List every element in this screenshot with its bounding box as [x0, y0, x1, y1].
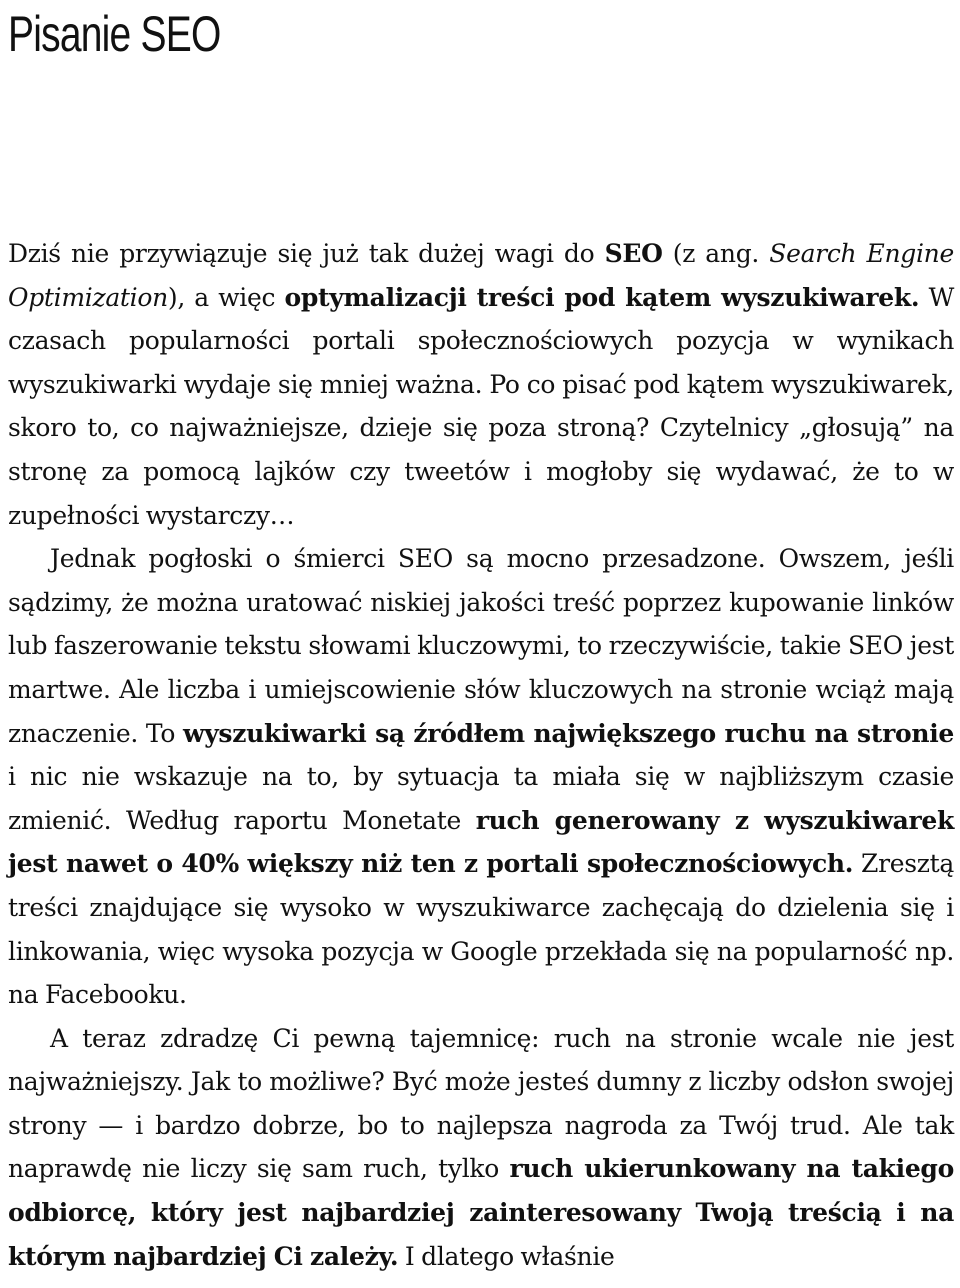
- emphasis-bold-text: ruch generowany z wyszukiwarek jest nawet o 40% większy niż ten z portali społecznościowych.: [8, 805, 954, 879]
- body-text-run: i nic nie wskazuje na to, by sytuacja ta miała się w najbliższym czasie zmienić. Według raportu Monetate: [8, 762, 954, 835]
- paragraph-seo-not-dead: [8, 537, 954, 1017]
- emphasis-italic-text: Search Engine Optimization: [8, 239, 954, 312]
- body-text-run: W czasach popularności portali społecznościowych pozycja w wynikach wyszukiwarki wydaje się mniej ważna. Po co pisać pod kątem wyszukiwarek, skoro to, co najważniejsze, dzieje się poza stroną? Czytelnicy „głosują” na stronę za pomocą lajków czy tweetów i mogłoby się wydawać, że to w zupełności wystarczy…: [8, 282, 954, 530]
- emphasis-bold-text: SEO: [604, 239, 663, 268]
- emphasis-bold-text: wyszukiwarki są źródłem największego ruchu na stronie: [182, 718, 954, 748]
- body-text-run: Dziś nie przywiązuje się już tak dużej wagi do: [8, 239, 605, 268]
- paragraph-targeted-traffic: [8, 1017, 954, 1279]
- body-text-run: A teraz zdradzę Ci pewną tajemnicę: ruch na stronie wcale nie jest najważniejszy. Jak to możliwe? Być może jesteś dumny z liczby odsłon swojej strony — i bardzo dobrze, bo to najlepsza nagroda za Twój trud. Ale tak naprawdę nie liczy się sam ruch, tylko: [8, 1023, 954, 1184]
- body-text: [8, 232, 954, 1278]
- paragraph-intro: [8, 232, 954, 537]
- body-text-run: Zresztą treści znajdujące się wysoko w wyszukiwarce zachęcają do dzielenia się i linkowania, więc wysoka pozycja w Google przekłada się na popularność np. na Facebooku.: [8, 849, 954, 1010]
- body-text-run: (z ang.: [662, 239, 770, 268]
- emphasis-bold-text: optymalizacji treści pod kątem wyszukiwarek.: [284, 282, 920, 312]
- body-text-run: I dlatego właśnie: [398, 1241, 615, 1271]
- page-title: Pisanie SEO: [8, 6, 221, 62]
- emphasis-bold-text: ruch ukierunkowany na takiego odbiorcę, który jest najbardziej zainteresowany Twoją treścią i na którym najbardziej Ci zależy.: [8, 1154, 954, 1271]
- body-text-run: ), a więc: [167, 282, 285, 312]
- body-text-run: Jednak pogłoski o śmierci SEO są mocno przesadzone. Owszem, jeśli sądzimy, że można uratować niskiej jakości treść poprzez kupowanie linków lub faszerowanie tekstu słowami kluczowymi, to rzeczywiście, takie SEO jest martwe. Ale liczba i umiejscowienie słów kluczowych na stronie wciąż mają znaczenie. To: [8, 544, 954, 748]
